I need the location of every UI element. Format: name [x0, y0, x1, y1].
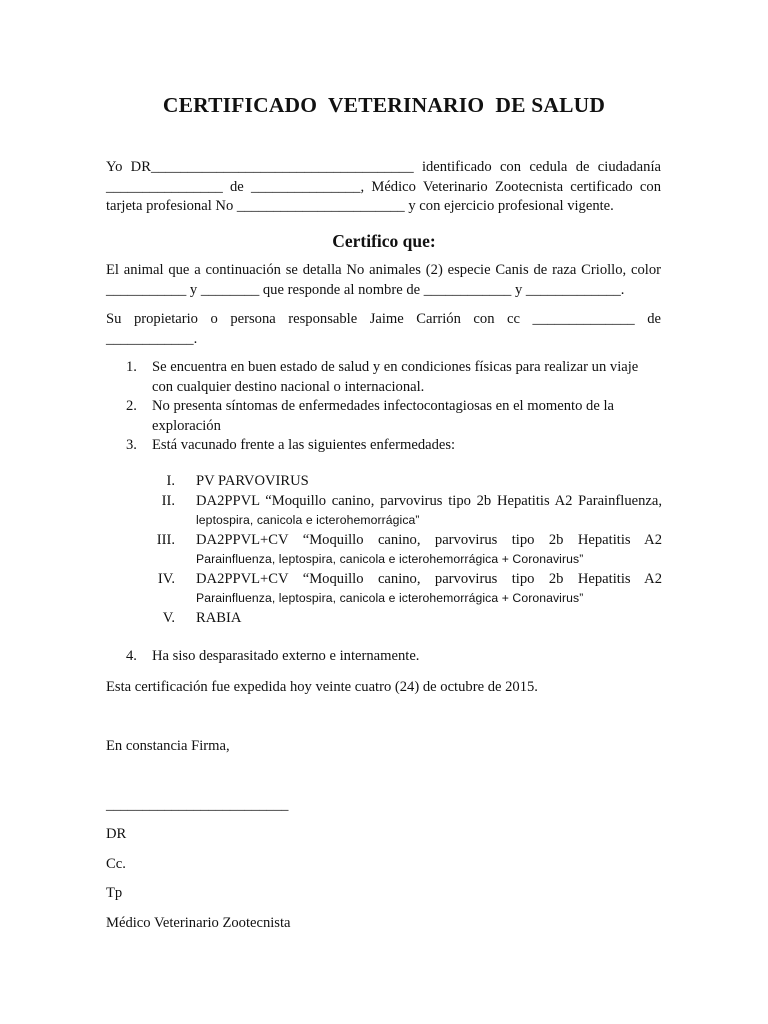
document-title: CERTIFICADO VETERINARIO DE SALUD: [162, 93, 606, 117]
vaccine-line: Parainfluenza, leptospira, canicola e icterohemorrágica + Coronavirus”: [196, 591, 584, 605]
intro-line-3: tarjeta profesional No _______________________ y con ejercicio profesional vigente.: [106, 198, 614, 214]
list-item-line: Ha siso desparasitado externo e internamente.: [152, 648, 420, 664]
vaccine-item: [150, 531, 662, 570]
vaccine-line: RABIA: [196, 609, 242, 626]
vaccine-item: [150, 472, 662, 492]
roman-number: I.: [166, 473, 175, 489]
signature-tp: Tp: [106, 885, 123, 901]
roman-number: V.: [162, 609, 175, 626]
list-item: [106, 647, 662, 667]
closing-text: En constancia Firma,: [106, 738, 230, 754]
owner-line-1: Su propietario o persona responsable Jaime Carrión con cc ______________ de: [106, 311, 661, 327]
vaccine-code: DA2PPVL+CV “: [196, 531, 310, 548]
animal-paragraph: [106, 261, 661, 300]
list-number: 3.: [126, 437, 137, 453]
list-item-line: Se encuentra en buen estado de salud y en condiciones físicas para realizar un viaje: [152, 359, 639, 375]
condition-list: [106, 358, 662, 456]
list-number: 1.: [126, 359, 137, 375]
vaccine-code: DA2PPVL “: [196, 492, 272, 509]
vaccine-description: Moquillo canino, parvovirus tipo 2b Hepatitis A2: [309, 570, 662, 587]
vaccine-line: [196, 570, 662, 590]
vaccine-line: leptospira, canicola e icterohemorrágica”: [196, 513, 420, 527]
intro-line-1: Yo DR____________________________________ identificado con cedula de ciudadanía: [106, 159, 661, 175]
signature-dr: DR: [106, 826, 127, 842]
animal-line-1: El animal que a continuación se detalla No animales (2) especie Canis de raza Criollo, color: [106, 262, 661, 278]
vaccine-description: Moquillo canino, parvovirus tipo 2b Hepatitis A2 Parainfluenza,: [271, 492, 662, 509]
roman-number: IV.: [157, 570, 175, 587]
owner-line-2: ____________.: [106, 330, 198, 347]
vaccine-line: Parainfluenza, leptospira, canicola e icterohemorrágica + Coronavirus”: [196, 552, 584, 566]
list-item-line: Está vacunado frente a las siguientes enfermedades:: [152, 437, 456, 453]
list-number: 2.: [126, 398, 137, 414]
animal-line-2: ___________ y ________ que responde al nombre de ____________ y _____________.: [106, 281, 625, 298]
intro-paragraph: [106, 158, 661, 217]
vaccine-list: [150, 472, 662, 628]
vaccine-item: [150, 492, 662, 531]
signature-role: Médico Veterinario Zootecnista: [106, 915, 291, 931]
owner-paragraph: [106, 310, 661, 349]
signature-cc: Cc.: [106, 856, 126, 872]
roman-number: II.: [161, 492, 175, 509]
list-item-line: exploración: [152, 417, 221, 434]
vaccine-description: Moquillo canino, parvovirus tipo 2b Hepatitis A2: [309, 531, 662, 548]
list-item: [106, 436, 662, 456]
certifico-heading: Certifico que:: [332, 231, 436, 251]
list-item: [106, 358, 662, 397]
vaccine-line: [196, 531, 662, 551]
list-number: 4.: [126, 648, 137, 664]
signature-line: _________________________: [106, 797, 289, 813]
intro-line-2: ________________ de _______________, Médico Veterinario Zootecnista certificado con: [106, 178, 661, 195]
vaccine-item: [150, 570, 662, 609]
list-item: [106, 397, 662, 436]
list-item-line: con cualquier destino nacional o internacional.: [152, 378, 425, 395]
vaccine-line: [196, 492, 662, 512]
vaccine-item: [150, 609, 662, 629]
condition-list-continued: [106, 647, 662, 667]
roman-number: III.: [156, 531, 175, 548]
list-item-line: No presenta síntomas de enfermedades infectocontagiosas en el momento de la: [152, 398, 614, 414]
issued-statement: Esta certificación fue expedida hoy veinte cuatro (24) de octubre de 2015.: [106, 679, 538, 695]
vaccine-code: DA2PPVL+CV “: [196, 570, 310, 587]
vaccine-line: PV PARVOVIRUS: [196, 473, 309, 489]
